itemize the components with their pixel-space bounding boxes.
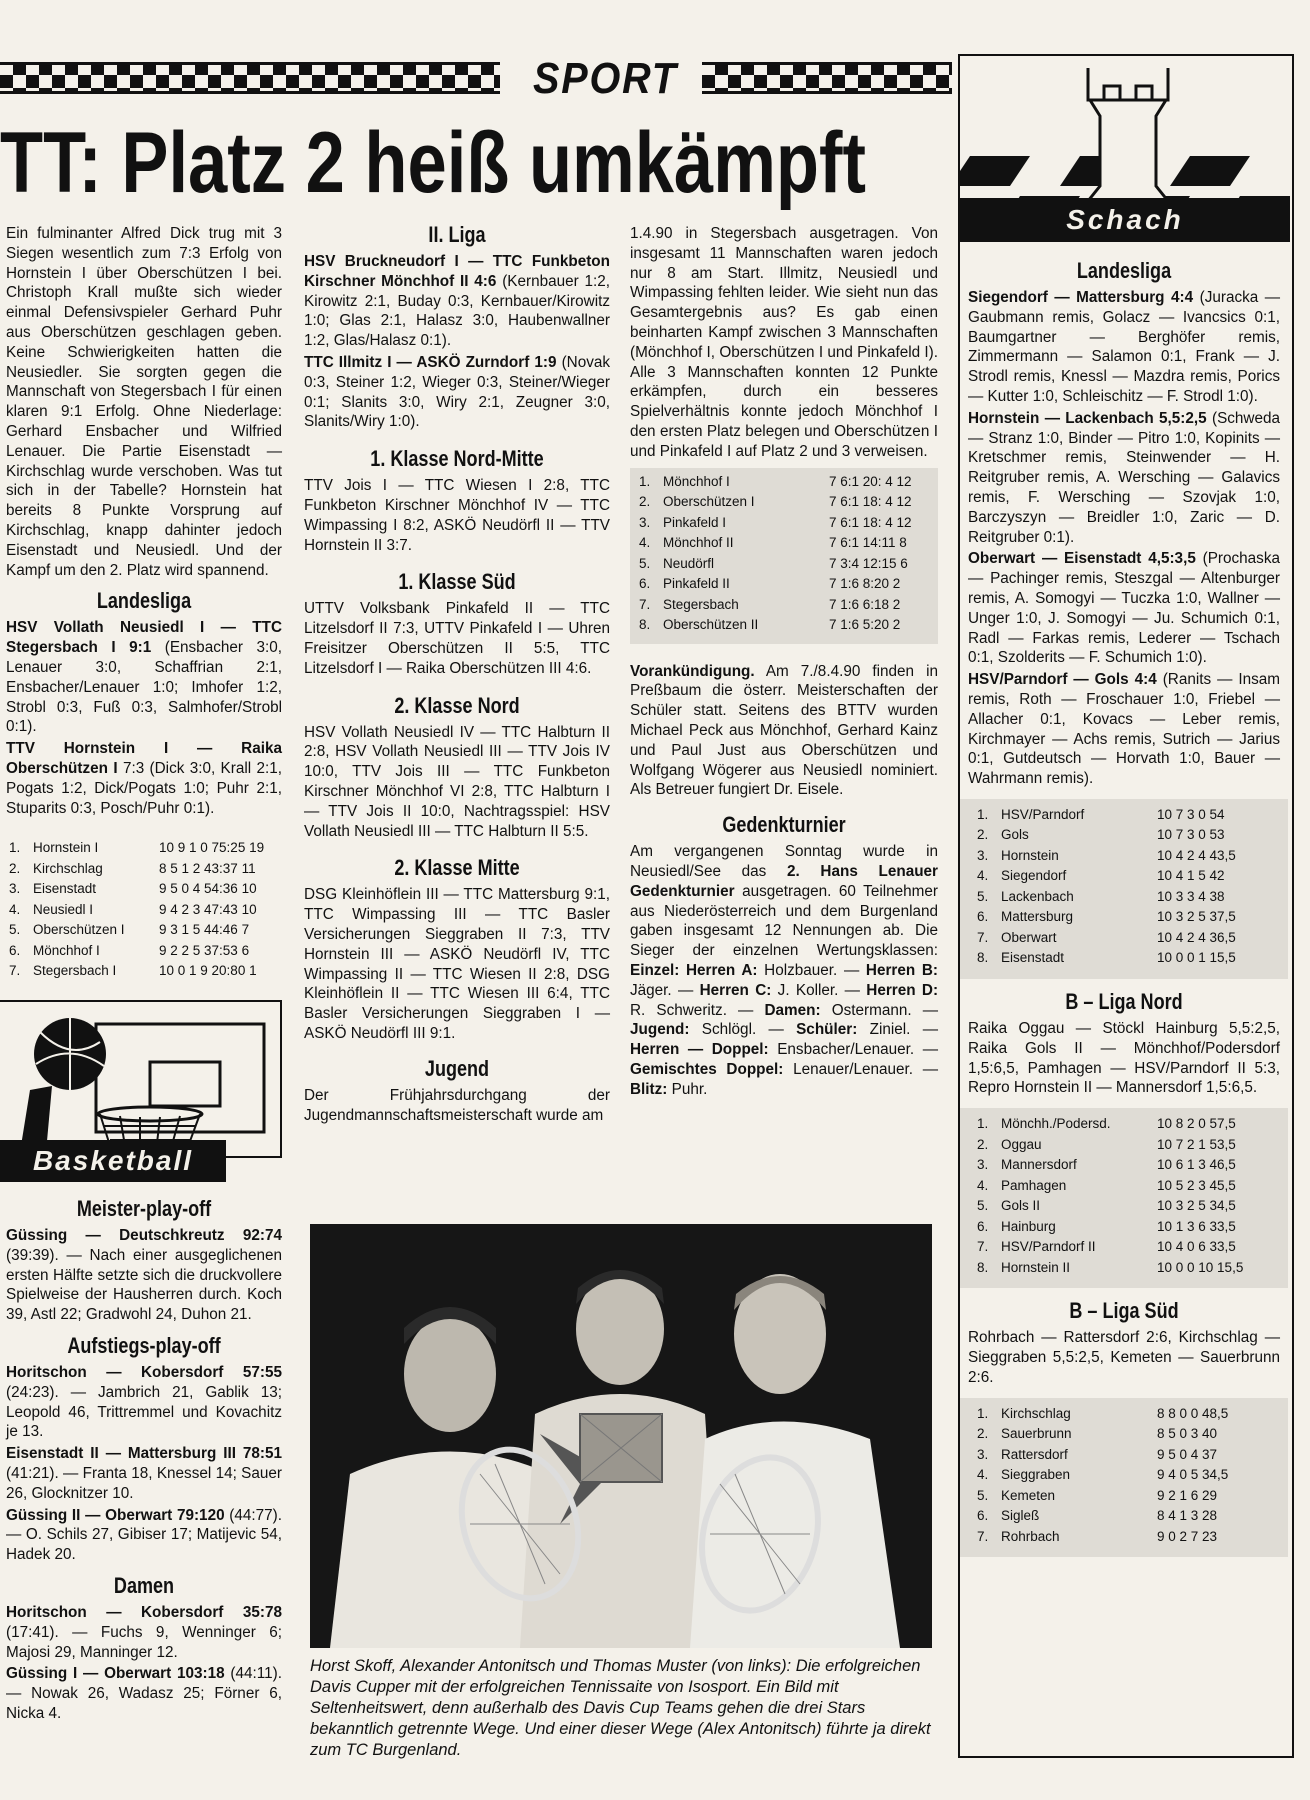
team-record: 9 4 2 3 47:43 10	[159, 901, 257, 917]
match-details: (Kernbauer 1:2, Kirowitz 2:1, Buday 0:3, Kernbauer/Kirowitz 1:0; Glas 2:1, Halasz 3:0, Haubenwallner 1:2, Glas/Halasz 0:1).	[304, 272, 611, 350]
standings-row	[6, 961, 267, 982]
team-name: Oberschützen I	[33, 922, 125, 938]
team-record: 7 6:1 18: 4 12	[829, 514, 912, 530]
match-title: Siegendorf — Mattersburg 4:4	[968, 289, 1194, 306]
rank: 7.	[977, 1528, 989, 1544]
basketball-column	[6, 1194, 282, 1726]
standings-row	[636, 513, 915, 534]
standings-row	[974, 1404, 1231, 1425]
checker-band-right	[702, 62, 952, 94]
team-record: 10 3 3 4 38	[1157, 888, 1225, 904]
rank: 3.	[977, 1157, 989, 1173]
tt-landesliga-standings	[6, 838, 267, 982]
rank: 4.	[977, 868, 989, 884]
class-winner: R. Schweritz. —	[630, 1001, 754, 1019]
standings-row	[636, 492, 915, 513]
column-1	[6, 224, 282, 982]
rank: 2.	[977, 827, 989, 843]
team-record: 10 7 3 0 54	[1157, 806, 1225, 822]
rank: 1.	[9, 840, 21, 856]
team-name: Oberschützen II	[663, 617, 759, 633]
standings-row	[6, 859, 267, 880]
match-details: (44:77). — O. Schils 27, Gibiser 17; Matijevic 54, Hadek 20.	[6, 1506, 282, 1564]
team-record: 9 4 0 5 34,5	[1157, 1467, 1229, 1482]
match-title: Güssing I — Oberwart 103:18	[6, 1665, 225, 1683]
tt-jugend-heading: Jugend	[424, 1055, 490, 1081]
standings-row	[974, 928, 1239, 949]
team-name: Oggau	[1001, 1136, 1042, 1152]
class-label: Herren C:	[699, 981, 772, 999]
class-winner: Puhr.	[671, 1080, 708, 1098]
results-text: DSG Kleinhöflein III — TTC Mattersburg 9:1, TTC Wimpassing III — TTC Basler Versicherungen Sieggraben II 7:3, TTV Hornstein III — ASKÖ Neudörfl IV, TTC Wimpassing II — TTC Wiesen II 2:8, DSG Kleinhöflein II — TTC Wiesen III 6:4, TTC Basler Versicherungen Sieggraben I — ASKÖ Neudörfl III 9:1.	[304, 886, 610, 1042]
column-2	[304, 222, 610, 1127]
rank: 7.	[977, 1239, 989, 1255]
schach-column	[968, 254, 1280, 1557]
team-name: Kirchschlag	[33, 860, 103, 876]
gedenk-t1: Am vergangenen Sonntag wurde in Neusiedl/See das	[630, 843, 938, 880]
team-record: 9 0 2 7 23	[1157, 1528, 1218, 1544]
schach-bnord-heading: B – Liga Nord	[1065, 988, 1183, 1014]
rank: 7.	[639, 596, 651, 612]
standings-row	[636, 533, 915, 554]
tt-nord2-heading: 2. Klasse Nord	[394, 692, 520, 718]
headline: TT: Platz 2 heiß umkämpft	[0, 115, 866, 211]
match-title: Güssing — Deutschkreutz 92:74	[6, 1227, 282, 1244]
photo-caption: Horst Skoff, Alexander Antonitsch und Thomas Muster (von links): Die erfolgreichen Davis Cupper mit der erfolgreichen Tennissaite von Isosport. Ein Bild mit Seltenheitswert, denn außerhalb des Davis Cup Teams gehen die drei Stars bekanntlich getrennte Wege. Und einer dieser Wege (Alex Antonitsch) führte ja direkt zum TC Burgenland.	[310, 1657, 931, 1759]
match-details: (Ensbacher 3:0, Lenauer 3:0, Schaffrian 2:1, Ensbacher/Lenauer 1:0; Imhofer 1:2, Strobl 0:3, Fuß 0:3, Salmhofer/Strobl 0:1).	[6, 639, 282, 736]
team-record: 10 3 2 5 37,5	[1157, 909, 1236, 925]
team-record: 7 1:6 8:20 2	[829, 576, 901, 592]
team-name: Pinkafeld II	[663, 576, 730, 592]
team-name: Pamhagen	[1001, 1177, 1067, 1193]
vorank-text: Am 7./8.4.90 finden in Preßbaum die österr. Meisterschaften der Schüler statt. Seitens des BTTV wurden Michael Peck aus Mönchhof, Gerhard Kainz und Paul Just aus Oberschützen und Wolfgang Wögerer aus Neusiedl nominiert. Als Betreuer fungiert Dr. Eisele.	[630, 662, 938, 799]
standings-row	[974, 1135, 1246, 1156]
schach-bsued-heading: B – Liga Süd	[1069, 1298, 1179, 1324]
standings-row	[974, 846, 1239, 867]
team-record: 7 1:6 5:20 2	[829, 617, 901, 633]
standings-row	[636, 472, 915, 493]
class-winner: Ensbacher/Lenauer. —	[777, 1041, 938, 1059]
team-record: 10 4 2 4 43,5	[1157, 847, 1236, 863]
class-label: Gemischtes Doppel:	[630, 1060, 784, 1078]
team-name: Rohrbach	[1001, 1528, 1060, 1544]
rank: 1.	[639, 473, 651, 489]
tt-landesliga-heading: Landesliga	[96, 588, 192, 614]
schach-landesliga-standings-box	[960, 799, 1288, 979]
team-record: 10 4 1 5 42	[1157, 868, 1225, 884]
team-record: 7 6:1 14:11 8	[829, 535, 907, 551]
standings-row	[974, 1217, 1246, 1238]
match-title: TTV Hornstein I — Raika Oberschützen I	[6, 740, 282, 777]
schach-landesliga-standings	[974, 805, 1239, 969]
rank: 4.	[9, 901, 21, 917]
team-record: 10 5 2 3 45,5	[1157, 1177, 1236, 1193]
standings-row	[974, 866, 1239, 887]
standings-row	[974, 1114, 1246, 1135]
team-record: 10 8 2 0 57,5	[1157, 1116, 1236, 1132]
basketball-box	[0, 1000, 282, 1158]
standings-row	[6, 900, 267, 921]
rank: 7.	[9, 963, 21, 979]
results-text: HSV Vollath Neusiedl IV — TTC Halbturn II 2:8, HSV Vollath Neusiedl III — TTV Jois IV 10:0, TTV Jois III — TTC Funkbeton Kirschner Mönchhof VI 2:8, TTC Halbturn I — TTV Jois II 10:0, Nachtragsspiel: HSV Vollath Neusiedl III — TTC Halbturn II 5:5.	[304, 723, 610, 840]
team-record: 8 5 0 3 40	[1157, 1426, 1218, 1441]
rank: 6.	[977, 1218, 989, 1234]
basket-damen-heading: Damen	[113, 1572, 175, 1598]
team-record: 8 4 1 3 28	[1157, 1508, 1218, 1523]
standings-row	[974, 1445, 1231, 1466]
match-details: (44:11). — Nowak 26, Wadasz 25; Förner 6, Nicka 4.	[6, 1665, 283, 1722]
standings-row	[636, 554, 915, 575]
rank: 4.	[977, 1177, 989, 1193]
standings-row	[6, 879, 267, 900]
schach-banner: Schach	[960, 198, 1290, 242]
team-record: 8 8 0 0 48,5	[1157, 1405, 1229, 1421]
team-name: HSV/Parndorf II	[1001, 1239, 1096, 1255]
match-details: 7:3 (Dick 3:0, Krall 2:1, Pogats 1:2, Dick/Pogats 1:0; Puhr 2:1, Stuparits 0:3, Posch/Puhr 0:1).	[6, 759, 283, 817]
standings-row	[974, 1527, 1231, 1548]
schach-bsued-standings-box	[960, 1398, 1288, 1558]
team-record: 10 1 3 6 33,5	[1157, 1218, 1236, 1234]
team-record: 10 3 2 5 34,5	[1157, 1198, 1236, 1214]
jugend-text-2: 1.4.90 in Stegersbach ausgetragen. Von insgesamt 11 Mannschaften waren jedoch nur 8 am Start. Illmitz, Neusiedl und Wimpassing fehlten leider. Wie sieht nun das Gesamtergebnis aus? Es gab einen beinharten Kampf zwischen 3 Mannschaften (Mönchhof I, Oberschützen I und Pinkafeld I). Alle 3 Mannschaften konnten 12 Punkte erkämpfen, durch ein besseres Spielverhältnis konnte jedoch Mönchhof I den ersten Platz belegen und Oberschützen I und Pinkafeld I auf Platz 2 und 3 verweisen.	[630, 225, 938, 460]
team-name: Kemeten	[1001, 1487, 1056, 1503]
match-title: TTC Illmitz I — ASKÖ Zurndorf 1:9	[304, 353, 557, 371]
match-title: Güssing II — Oberwart 79:120	[6, 1506, 225, 1524]
rank: 5.	[977, 1487, 989, 1503]
class-label: Damen:	[764, 1001, 821, 1019]
team-name: Sigleß	[1001, 1508, 1040, 1523]
team-name: Mattersburg	[1001, 909, 1074, 925]
tt-sued-heading: 1. Klasse Süd	[398, 569, 516, 595]
team-name: Kirchschlag	[1001, 1405, 1071, 1421]
results-text: UTTV Volksbank Pinkafeld II — TTC Litzelsdorf II 7:3, UTTV Pinkafeld I — Uhren Freisitzer Oberschützen II 5:5, TTC Litzelsdorf I — Raika Oberschützen III 4:6.	[304, 600, 610, 677]
team-record: 9 5 0 4 54:36 10	[159, 881, 257, 897]
team-name: Hornstein II	[1001, 1259, 1071, 1275]
standings-row	[974, 1465, 1231, 1486]
class-label: Blitz:	[630, 1080, 668, 1098]
team-record: 7 6:1 20: 4 12	[829, 473, 912, 489]
basket-mpo-heading: Meister-play-off	[76, 1196, 212, 1221]
team-name: Sauerbrunn	[1001, 1426, 1072, 1441]
match-title: HSV/Parndorf — Gols 4:4	[968, 671, 1157, 689]
team-record: 10 4 0 6 33,5	[1157, 1239, 1236, 1255]
rank: 6.	[977, 1508, 989, 1523]
match-title: Horitschon — Kobersdorf 57:55	[6, 1363, 282, 1381]
team-name: Sieggraben	[1001, 1467, 1071, 1482]
rank: 5.	[9, 922, 21, 938]
match-details: (24:23). — Jambrich 21, Gablik 13; Leopold 46, Trittremmel und Kovachitz je 13.	[6, 1383, 282, 1441]
team-name: Gols	[1001, 827, 1029, 843]
class-label: Jugend:	[630, 1021, 690, 1039]
team-name: Neudörfl	[663, 555, 715, 571]
match-title: Horitschon — Kobersdorf 35:78	[6, 1603, 282, 1621]
rank: 5.	[639, 555, 651, 571]
team-record: 10 0 0 1 15,5	[1157, 950, 1236, 966]
rank: 6.	[9, 942, 21, 958]
results-text: TTV Jois I — TTC Wiesen I 2:8, TTC Funkbeton Kirschner Mönchhof IV — TTC Wimpassing I 8:2, ASKÖ Neudörfl II — TTV Hornstein II 3:7.	[304, 477, 610, 554]
team-record: 10 0 0 10 15,5	[1157, 1259, 1244, 1275]
team-record: 9 2 1 6 29	[1157, 1487, 1218, 1503]
team-record: 7 1:6 6:18 2	[829, 596, 901, 612]
match-details: (Schweda — Stranz 1:0, Binder — Pitro 1:0, Kopinits — Kretschmer remis, Steinwender — H. Reitgruber remis, A. Wersching — Galavics remis, F. Wersching — Szovjak 1:0, Barczyszyn — Breidler 1:0, Zaric — D. Reitgruber 0:1).	[968, 409, 1281, 546]
team-name: Gols II	[1001, 1198, 1041, 1214]
rank: 5.	[977, 888, 989, 904]
schach-bnord-standings	[974, 1114, 1246, 1278]
jugend-standings-box	[630, 468, 938, 644]
standings-row	[974, 1486, 1231, 1507]
team-record: 7 6:1 18: 4 12	[829, 494, 912, 510]
tt-mitte2-heading: 2. Klasse Mitte	[394, 855, 520, 881]
standings-row	[636, 574, 915, 595]
match-details: (Prochaska — Pachinger remis, Steszgal — Altenburger remis, A. Somogyi — Tuczka 1:0, Wallner — Unger 1:0, J. Somogyi — Ju. Schumich 0:1, Radl — Farkas remis, Lederer — Tschach 0:1, Szolderits — F. Schumich 1:0).	[968, 550, 1280, 667]
standings-row	[974, 1258, 1246, 1279]
basket-apo-heading: Aufstiegs-play-off	[67, 1332, 221, 1358]
standings-row	[974, 1424, 1231, 1445]
match-title: Hornstein — Lackenbach 5,5:2,5	[968, 409, 1207, 427]
section-label: SPORT	[533, 54, 678, 103]
rank: 4.	[639, 535, 651, 551]
class-winner: Jäger. —	[630, 981, 694, 999]
rank: 1.	[977, 806, 989, 822]
standings-row	[974, 887, 1239, 908]
basketball-icon	[0, 1002, 280, 1156]
match-details: (41:21). — Franta 18, Knessel 14; Sauer 26, Glocknitzer 10.	[6, 1464, 282, 1502]
results-text: Raika Oggau — Stöckl Hainburg 5,5:2,5, Raika Gols II — Mönchhof/Podersdorf 1,5:6,5, Pamhagen — HSV/Parndorf II 5:3, Repro Hornstein II — Mannersdorf 1,5:6,5.	[968, 1019, 1280, 1097]
match-title: HSV Bruckneudorf I — TTC Funkbeton Kirschner Mönchhof II 4:6	[304, 253, 610, 290]
team-name: Mönchhof I	[33, 942, 100, 958]
rank: 8.	[977, 1259, 989, 1275]
rank: 2.	[977, 1136, 989, 1152]
standings-row	[6, 941, 267, 962]
tt-nord-mitte-heading: 1. Klasse Nord-Mitte	[370, 446, 544, 472]
team-record: 10 9 1 0 75:25 19	[159, 840, 265, 856]
team-record: 10 0 1 9 20:80 1	[159, 963, 257, 979]
class-label: Einzel: Herren A:	[630, 961, 758, 979]
checker-band-left	[0, 62, 500, 94]
match-title: HSV Vollath Neusiedl I — TTC Stegersbach I 9:1	[6, 619, 282, 657]
schach-landesliga-heading: Landesliga	[1076, 258, 1172, 283]
standings-row	[6, 920, 267, 941]
rank: 3.	[639, 514, 651, 530]
rank: 1.	[977, 1116, 989, 1132]
standings-row	[974, 805, 1239, 826]
team-name: Siegendorf	[1001, 868, 1067, 884]
team-name: Mönchh./Podersd.	[1001, 1116, 1111, 1132]
standings-row	[974, 948, 1239, 969]
standings-row	[974, 1176, 1246, 1197]
class-winner: Ostermann. —	[831, 1001, 939, 1019]
team-name: Rattersdorf	[1001, 1446, 1068, 1462]
standings-row	[6, 838, 267, 859]
team-name: Hornstein I	[33, 840, 99, 856]
schach-bnord-standings-box	[960, 1108, 1288, 1288]
column-3	[630, 224, 938, 1102]
class-winner: J. Koller. —	[777, 981, 860, 999]
standings-row	[974, 907, 1239, 928]
rank: 8.	[639, 617, 651, 633]
rank: 8.	[977, 950, 989, 966]
standings-row	[636, 615, 915, 636]
class-winner: Schlögl. —	[701, 1021, 784, 1039]
team-name: Eisenstadt	[33, 881, 97, 897]
rank: 4.	[977, 1467, 989, 1482]
match-details: (17:41). — Fuchs 9, Wenninger 6; Majosi 29, Manninger 12.	[6, 1623, 282, 1661]
intro-text: Ein fulminanter Alfred Dick trug mit 3 Siegen wesentlich zum 7:3 Erfolg von Hornstein I über Oberschützen I bei. Christoph Krall mußte sich wieder einmal Defensivspieler Gerhard Puhr aus Oberschützen geschlagen geben. Keine Schwierigkeiten hatten die Neusiedler. Sie sorgten gegen die Mannschaft von Stegersbach I für einen klaren 9:1 Erfolg. Ohne Niederlage: Gerhard Ensbacher und Wilfried Lenauer. Die Partie Eisenstadt — Kirchschlag wurde verschoben. Was tut sich in der Tabelle? Hornstein hat bereits 8 Punkte Vorsprung auf Kirchschlag, knapp dahinter jedoch Eisenstadt und Neusiedl. Und der Kampf um den 2. Platz wird spannend.	[6, 225, 282, 579]
class-label: Herren B:	[865, 961, 939, 979]
team-record: 10 4 2 4 36,5	[1157, 929, 1236, 945]
gedenk-text	[630, 842, 938, 1099]
jugend-standings	[636, 472, 915, 636]
team-name: Oberwart	[1001, 929, 1057, 945]
team-record: 7 3:4 12:15 6	[829, 555, 908, 571]
standings-row	[974, 1506, 1231, 1527]
team-name: Mönchhof II	[663, 535, 734, 551]
rank: 2.	[639, 494, 651, 510]
gedenk-event: 2. Hans Lenauer Gedenkturnier	[630, 862, 939, 900]
standings-row	[974, 1155, 1246, 1176]
match-details: (Juracka — Gaubmann remis, Golacz — Ivancsics 0:1, Baumgartner — Berghöfer remis, Zimmermann — Salamon 0:1, Frank — J. Strodl remis, Knessl — Mazdra remis, Porics — Kutter 1:0, Schleischitz — F. Strodl 1:0).	[968, 289, 1281, 405]
class-label: Herren — Doppel:	[630, 1041, 769, 1059]
rank: 5.	[977, 1198, 989, 1214]
class-winner: Holzbauer. —	[764, 961, 860, 979]
vorank-label: Vorankündigung.	[630, 662, 755, 680]
rank: 3.	[977, 1446, 989, 1462]
rank: 2.	[977, 1426, 989, 1441]
team-name: Stegersbach	[663, 596, 739, 612]
class-winner: Lenauer/Lenauer. —	[793, 1060, 938, 1078]
team-name: Hornstein	[1001, 847, 1059, 863]
team-name: Hainburg	[1001, 1218, 1056, 1234]
team-name: Mönchhof I	[663, 473, 730, 489]
rank: 3.	[977, 847, 989, 863]
standings-row	[974, 1237, 1246, 1258]
team-record: 10 7 2 1 53,5	[1157, 1136, 1236, 1152]
team-record: 9 5 0 4 37	[1157, 1446, 1218, 1462]
match-details: (Ranits — Insam remis, Roth — Froschauer 1:0, Friebel — Allacher 0:1, Kovacs — Leber remis, Kirchmayer — Achs remis, Sutrich — Jarius 0:1, Gutdeutsch — Horvath 1:0, Bauer — Wahrmann remis).	[968, 671, 1281, 788]
team-record: 10 6 1 3 46,5	[1157, 1157, 1236, 1173]
rank: 1.	[977, 1405, 989, 1421]
match-title: Eisenstadt II — Mattersburg III 78:51	[6, 1445, 282, 1463]
tennis-photo	[310, 1224, 932, 1648]
rank: 3.	[9, 881, 21, 897]
class-winner: Ziniel. —	[869, 1021, 939, 1039]
rank: 6.	[977, 909, 989, 925]
team-record: 9 3 1 5 44:46 7	[159, 922, 250, 938]
gedenk-heading: Gedenkturnier	[722, 812, 846, 838]
team-name: Oberschützen I	[663, 494, 755, 510]
match-details: (39:39). — Nach einer ausgeglichenen ersten Hälfte setzte sich die druckvollere Spielweise der Hausherren durch. Koch 39, Astl 22; Gradwohl 24, Duhon 21.	[6, 1246, 282, 1324]
basketball-banner: Basketball	[0, 1140, 226, 1182]
schach-bsued-standings	[974, 1404, 1231, 1548]
team-name: Neusiedl I	[33, 901, 94, 917]
standings-row	[636, 595, 915, 616]
tt-liga2-heading: II. Liga	[428, 222, 486, 247]
rank: 6.	[639, 576, 651, 592]
jugend-text-1: Der Frühjahrsdurchgang der Jugendmannschaftsmeisterschaft wurde am	[304, 1086, 610, 1124]
team-record: 10 7 3 0 53	[1157, 827, 1225, 843]
class-label: Schüler:	[796, 1021, 858, 1039]
team-name: Eisenstadt	[1001, 950, 1065, 966]
rank: 2.	[9, 860, 21, 876]
gedenk-t2: ausgetragen. 60 Teilnehmer aus Niederösterreich und dem Burgenland gaben insgesamt 12 Nennungen ab. Die Sieger der einzelnen Wertungsklassen:	[630, 882, 939, 960]
standings-row	[974, 1196, 1246, 1217]
standings-row	[974, 825, 1239, 846]
match-title: Oberwart — Eisenstadt 4,5:3,5	[968, 550, 1196, 568]
team-name: Pinkafeld I	[663, 514, 727, 530]
team-name: Stegersbach I	[33, 963, 117, 979]
team-record: 9 2 2 5 37:53 6	[159, 942, 250, 958]
team-name: HSV/Parndorf	[1001, 806, 1085, 822]
match-details: (Novak 0:3, Steiner 1:2, Wieger 0:3, Steiner/Wieger 0:1; Slanits 3:0, Wiry 2:1, Zeugner 3:0, Slanits/Wiry 1:0).	[304, 353, 611, 431]
team-name: Lackenbach	[1001, 888, 1074, 904]
rank: 7.	[977, 929, 989, 945]
team-record: 8 5 1 2 43:37 11	[159, 860, 256, 876]
class-label: Herren D:	[866, 981, 939, 999]
results-text: Rohrbach — Rattersdorf 2:6, Kirchschlag — Sieggraben 5,5:2,5, Kemeten — Sauerbrunn 2:6.	[968, 1329, 1280, 1386]
team-name: Mannersdorf	[1001, 1157, 1077, 1173]
